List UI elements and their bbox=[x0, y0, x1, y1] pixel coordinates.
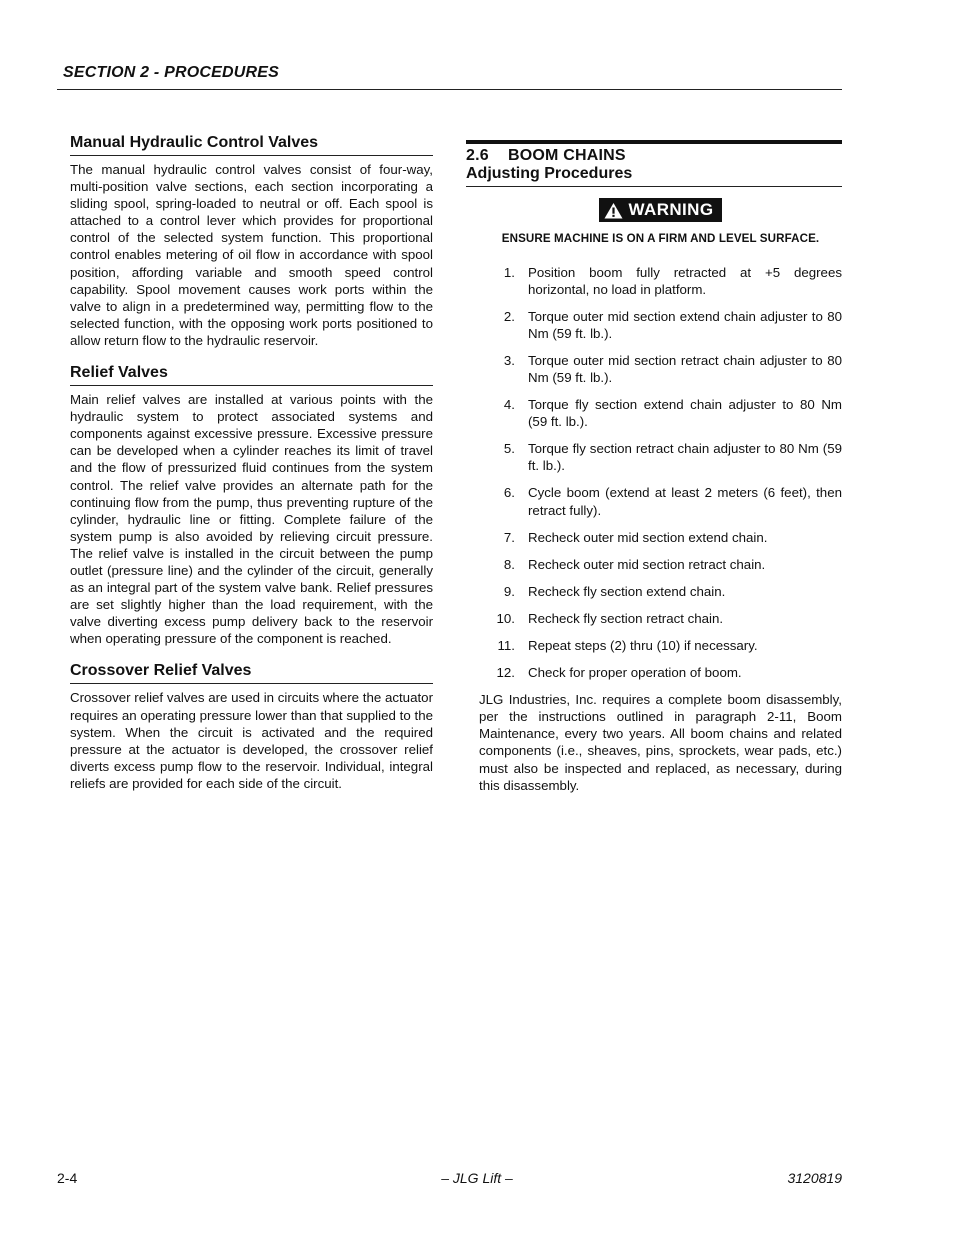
step-text: Recheck fly section extend chain. bbox=[528, 583, 726, 599]
step-text: Cycle boom (extend at least 2 meters (6 feet), then retract fully). bbox=[528, 485, 842, 518]
relief-valves-heading: Relief Valves bbox=[70, 364, 433, 386]
manual-valves-body: The manual hydraulic control valves consist of four-way, multi-position valve sections, each section incorporating a sliding spool, spring-loaded to neutral or off. Each spool is attached to a control lever which provides for proportional control of the selected system function. This proportional control enables metering of oil flow in accordance with spool position, affording variable and smooth speed control capability. Spool movement causes work ports within the valve to align in a predetermined way, permitting flow to the selected function, with the opposing work ports positioned to allow return flow to the hydraulic reservoir. bbox=[70, 162, 433, 348]
relief-valves-body: Main relief valves are installed at various points with the hydraulic system to protect associated systems and components against excessive pressure. Excessive pressure can be developed when a cylinder reaches its limit of travel and the flow of pressurized fluid continues from the system control. The relief valve provides an alternate path for the continuing flow from the pump, thus preventing rupture of the cylinder, hydraulic line or fitting. Complete failure of the system pump is also avoided by relieving circuit pressure. The relief valve is installed in the circuit between the pump outlet (pressure line) and the cylinder of the circuit, generally as an integral part of the system valve bank. Relief pressures are set slightly higher than the load requirement, with the valve diverting excess pump delivery back to the reservoir when operating pressure of the component is reached. bbox=[70, 392, 433, 647]
header-rule bbox=[57, 89, 842, 90]
step-number: 1. bbox=[503, 264, 515, 280]
step-text: Position boom fully retracted at +5 degrees horizontal, no load in platform. bbox=[528, 264, 842, 297]
warning-label: WARNING bbox=[628, 200, 714, 219]
procedure-step bbox=[479, 529, 842, 546]
section-title: BOOM CHAINS bbox=[508, 147, 626, 164]
step-text: Recheck fly section retract chain. bbox=[528, 610, 724, 626]
boom-chains-heading bbox=[466, 140, 842, 165]
procedure-step bbox=[479, 664, 842, 681]
procedure-step bbox=[479, 396, 842, 430]
procedure-step bbox=[479, 264, 842, 298]
closing-paragraph: JLG Industries, Inc. requires a complete boom disassembly, per the instructions outlined in paragraph 2-11, Boom Maintenance, every two years. All boom chains and related components (i.e., sheaves, pins, sprockets, wear pads, etc.) must also be inspected and replaced, as necessary, during this disassembly. bbox=[479, 692, 842, 793]
crossover-relief-heading: Crossover Relief Valves bbox=[70, 662, 433, 684]
section-number: 2.6 bbox=[466, 147, 489, 164]
manual-valves-heading: Manual Hydraulic Control Valves bbox=[70, 134, 433, 156]
warning-text: ENSURE MACHINE IS ON A FIRM AND LEVEL SURFACE. bbox=[501, 231, 820, 245]
step-text: Torque outer mid section retract chain adjuster to 80 Nm (59 ft. lb.). bbox=[528, 352, 842, 385]
warning-block bbox=[479, 198, 842, 245]
step-number: 3. bbox=[503, 352, 515, 368]
step-text: Torque fly section retract chain adjuster to 80 Nm (59 ft. lb.). bbox=[528, 441, 842, 474]
footer-center-text: – JLG Lift – bbox=[441, 1170, 513, 1186]
step-number: 9. bbox=[503, 583, 515, 599]
step-number: 2. bbox=[503, 308, 515, 324]
page-number: 2-4 bbox=[57, 1170, 78, 1186]
procedure-step bbox=[479, 610, 842, 627]
step-number: 6. bbox=[503, 485, 515, 501]
step-text: Recheck outer mid section extend chain. bbox=[528, 529, 768, 545]
step-text: Recheck outer mid section retract chain. bbox=[528, 556, 766, 572]
procedure-step bbox=[479, 484, 842, 518]
step-number: 7. bbox=[503, 529, 515, 545]
section-header: SECTION 2 - PROCEDURES bbox=[63, 64, 279, 81]
step-number: 8. bbox=[503, 556, 515, 572]
procedure-step bbox=[479, 583, 842, 600]
step-number: 12. bbox=[496, 665, 515, 681]
warning-label-box bbox=[599, 198, 723, 222]
document-number: 3120819 bbox=[787, 1170, 842, 1186]
procedure-step bbox=[479, 556, 842, 573]
procedure-step bbox=[479, 637, 842, 654]
step-number: 4. bbox=[503, 397, 515, 413]
right-column bbox=[466, 140, 842, 794]
warning-triangle-icon bbox=[604, 202, 623, 219]
procedure-step bbox=[479, 352, 842, 386]
step-number: 11. bbox=[497, 638, 515, 653]
left-column bbox=[70, 134, 433, 792]
step-text: Torque outer mid section extend chain adjuster to 80 Nm (59 ft. lb.). bbox=[528, 308, 842, 341]
procedure-steps bbox=[479, 264, 842, 682]
adjusting-procedures-heading: Adjusting Procedures bbox=[466, 165, 842, 187]
step-text: Repeat steps (2) thru (10) if necessary. bbox=[528, 638, 758, 653]
step-text: Check for proper operation of boom. bbox=[528, 665, 742, 681]
step-number: 5. bbox=[503, 441, 515, 457]
step-number: 10. bbox=[496, 610, 515, 626]
crossover-relief-body: Crossover relief valves are used in circuits where the actuator requires an operating pressure lower than that supplied to the system. When the circuit is activated and the required pressure at the actuator is developed, the crossover relief diverts excess pump flow to the reservoir. Individual, integral reliefs are provided for each side of the circuit. bbox=[70, 690, 433, 791]
procedure-step bbox=[479, 440, 842, 474]
procedure-step bbox=[479, 308, 842, 342]
step-text: Torque fly section extend chain adjuster to 80 Nm (59 ft. lb.). bbox=[528, 397, 842, 430]
